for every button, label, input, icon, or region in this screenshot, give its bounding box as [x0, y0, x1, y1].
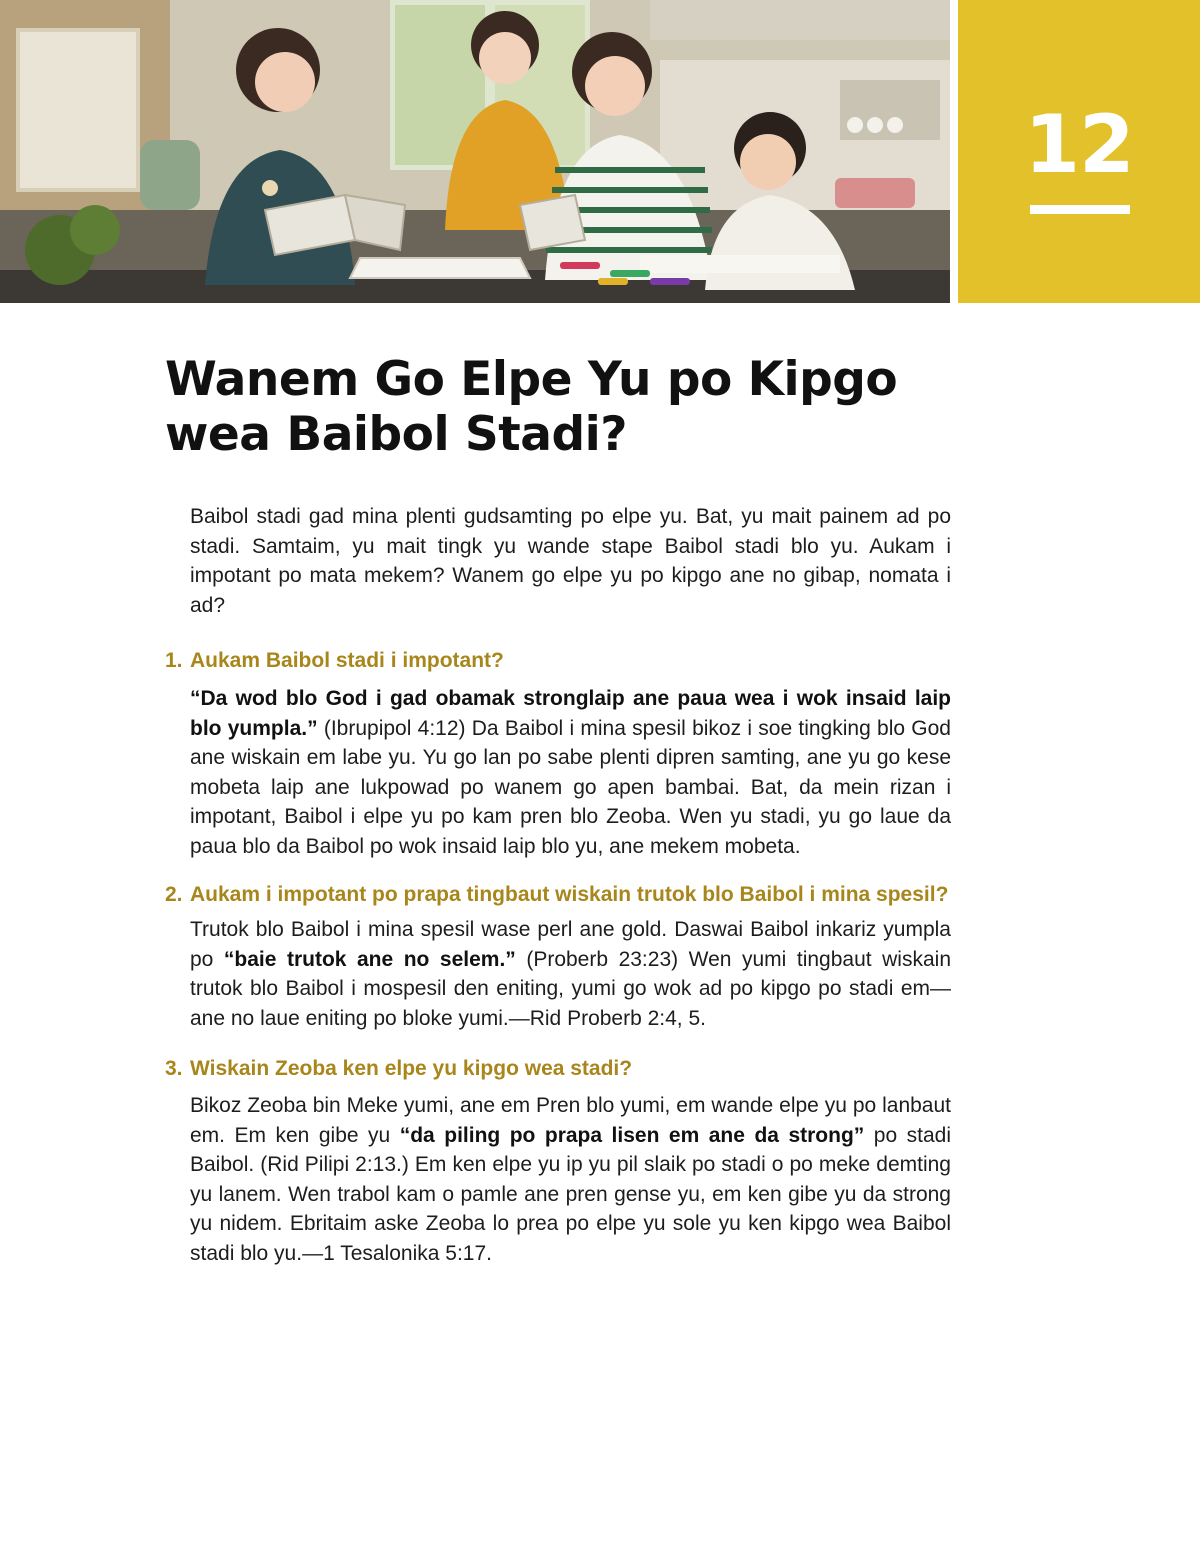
chapter-number: 12 — [1024, 98, 1134, 191]
answer-text-before: Bikoz Zeoba bin Meke yumi, ane em Pren blo yumi, em wande elpe yu po lanbaut em. Em ken gibe yu — [190, 1094, 951, 1147]
question-number: 2. — [165, 882, 183, 906]
answer-text-before: Trutok blo Baibol i mina spesil wase perl ane gold. Daswai Baibol inkariz yumpla po — [190, 918, 951, 971]
intro-paragraph: Baibol stadi gad mina plenti gudsamting po elpe yu. Bat, yu mait painem ad po stadi. Samtaim, yu mait tingk yu wande stape Baibol stadi blo yu. Aukam i impotant po mata mekem? Wanem go elpe yu po kipgo ane no gibap, nomata i ad? — [190, 505, 951, 617]
scripture-quote: “baie trutok ane no selem.” — [223, 947, 516, 971]
title-line-2: wea Baibol Stadi? — [165, 407, 627, 462]
answer-1 — [190, 684, 951, 862]
scripture-quote: “da piling po prapa lisen em ane da strong” — [399, 1123, 865, 1147]
family-bible-study-illustration — [0, 0, 950, 303]
answer-text-after: po stadi Baibol. (Rid Pilipi 2:13.) Em ken elpe yu ip yu pil slaik po stadi o po meke demting yu lanem. Wen trabol kam o pamle ane pren gense yu, em ken gibe yu da strong yu nidem. Ebritaim aske Zeoba lo prea po elpe yu sole yu ken kipgo wea Baibol stadi blo yu.—1 Tesalonika 5:17. — [190, 1123, 951, 1266]
chapter-badge — [958, 0, 1200, 303]
scripture-quote: “Da wod blo God i gad obamak stronglaip ane paua wea i wok insaid laip blo yumpla.” — [190, 686, 951, 740]
page-title — [165, 352, 965, 462]
header-photo — [0, 0, 950, 303]
question-text: Wiskain Zeoba ken elpe yu kipgo wea stadi? — [190, 1056, 633, 1080]
answer-2 — [190, 915, 951, 1033]
chapter-underline — [1030, 205, 1130, 214]
lesson-content — [165, 502, 951, 1269]
title-line-1: Wanem Go Elpe Yu po Kipgo — [165, 352, 898, 407]
answer-text: (Ibrupipol 4:12) Da Baibol i mina spesil bikoz i soe tingking blo God ane wiskain em labe yu. Yu go lan po sabe plenti dipren samting, ane yu go kese mobeta laip ane lukpowad po wanem go apen bambai. Bat, da mein rizan i impotant, Baibol i elpe yu po kam pren blo Zeoba. Wen yu stadi, yu go laue da paua blo da Baibol po wok insaid laip blo yu, ane mekem mobeta. — [190, 716, 951, 858]
question-1 — [165, 646, 951, 676]
question-number: 3. — [165, 1056, 183, 1080]
question-text: Aukam i impotant po prapa tingbaut wiskain trutok blo Baibol i mina spesil? — [190, 882, 949, 906]
answer-3 — [190, 1091, 951, 1269]
question-3 — [165, 1054, 951, 1084]
question-text: Aukam Baibol stadi i impotant? — [190, 649, 504, 673]
answer-text-after: (Proberb 23:23) Wen yumi tingbaut wiskain trutok blo Baibol i mospesil den eniting, yumi go wok ad po kipgo po stadi em—ane no laue eniting po bloke yumi.—Rid Proberb 2:4, 5. — [190, 947, 951, 1030]
question-2 — [165, 880, 951, 910]
question-number: 1. — [165, 649, 183, 673]
